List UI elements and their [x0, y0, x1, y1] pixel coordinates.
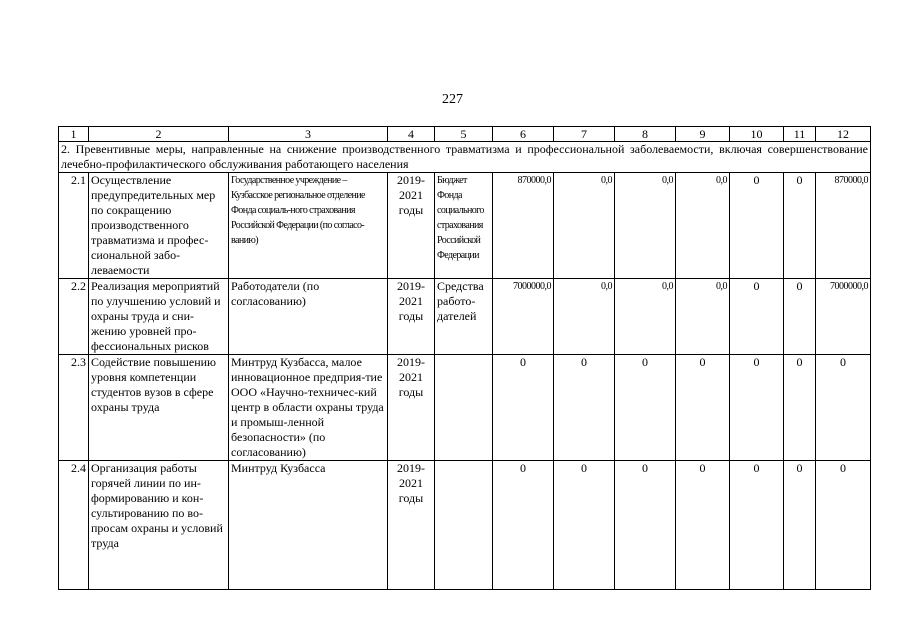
total-cell: 0 — [493, 461, 554, 590]
row-number: 2.3 — [59, 355, 89, 461]
column-number: 11 — [784, 127, 816, 142]
column-number: 3 — [229, 127, 388, 142]
executor-cell: Государственное учреждение – Кузбасское региональное отделение Фонда социаль-ного страхования Российской Федерации (по согласо-ванию) — [229, 173, 388, 279]
year-2019-cell: 0 — [554, 355, 615, 461]
year-2020-cell: 0,0 — [615, 173, 676, 279]
source-cell — [435, 461, 493, 590]
column-number: 4 — [388, 127, 435, 142]
period-cell: 2019-2021 годы — [388, 279, 435, 355]
column-12-cell: 870000,0 — [816, 173, 871, 279]
column-11-cell: 0 — [784, 355, 816, 461]
executor-cell: Минтруд Кузбасса — [229, 461, 388, 590]
period-cell: 2019-2021 годы — [388, 461, 435, 590]
column-11-cell: 0 — [784, 461, 816, 590]
source-cell — [435, 355, 493, 461]
total-cell: 0 — [493, 355, 554, 461]
column-11-cell: 0 — [784, 173, 816, 279]
column-number: 7 — [554, 127, 615, 142]
year-2020-cell: 0,0 — [615, 279, 676, 355]
total-cell: 7000000,0 — [493, 279, 554, 355]
column-11-cell: 0 — [784, 279, 816, 355]
year-2019-cell: 0,0 — [554, 173, 615, 279]
year-2020-cell: 0 — [615, 355, 676, 461]
section-row — [59, 142, 871, 173]
executor-cell: Работодатели (по согласованию) — [229, 279, 388, 355]
column-number: 5 — [435, 127, 493, 142]
column-number: 10 — [730, 127, 784, 142]
column-10-cell: 0 — [730, 279, 784, 355]
table-row — [59, 461, 871, 590]
program-table — [58, 126, 871, 590]
year-2019-cell: 0 — [554, 461, 615, 590]
column-number-row — [59, 127, 871, 142]
year-2020-cell: 0 — [615, 461, 676, 590]
year-2019-cell: 0,0 — [554, 279, 615, 355]
column-12-cell: 0 — [816, 461, 871, 590]
table-row — [59, 173, 871, 279]
total-cell: 870000,0 — [493, 173, 554, 279]
period-cell: 2019-2021 годы — [388, 173, 435, 279]
year-2021-cell: 0 — [676, 461, 730, 590]
source-cell: Бюджет Фонда социального страхования Российской Федерации — [435, 173, 493, 279]
row-number: 2.1 — [59, 173, 89, 279]
activity-cell: Реализация мероприятий по улучшению условий и охраны труда и сни-жению уровней про-фессиональных рисков — [89, 279, 229, 355]
year-2021-cell: 0,0 — [676, 279, 730, 355]
period-cell: 2019-2021 годы — [388, 355, 435, 461]
section-title: 2. Превентивные меры, направленные на снижение производственного травматизма и профессиональной заболеваемости, включая совершенствование лечебно-профилактического обслуживания работающего населения — [59, 142, 871, 173]
column-10-cell: 0 — [730, 355, 784, 461]
activity-cell: Осуществление предупредительных мер по сокращению производственного травматизма и профес-сиональной забо-леваемости — [89, 173, 229, 279]
column-number: 9 — [676, 127, 730, 142]
year-2021-cell: 0 — [676, 355, 730, 461]
table-row — [59, 355, 871, 461]
column-number: 1 — [59, 127, 89, 142]
column-number: 8 — [615, 127, 676, 142]
column-12-cell: 7000000,0 — [816, 279, 871, 355]
column-number: 2 — [89, 127, 229, 142]
activity-cell: Организация работы горячей линии по ин-формированию и кон-сультированию по во-просам охраны и условий труда — [89, 461, 229, 590]
column-10-cell: 0 — [730, 173, 784, 279]
column-12-cell: 0 — [816, 355, 871, 461]
executor-cell: Минтруд Кузбасса, малое инновационное предприя-тие ООО «Научно-техничес-кий центр в области охраны труда и промыш-ленной безопасности» (по согласованию) — [229, 355, 388, 461]
column-number: 6 — [493, 127, 554, 142]
row-number: 2.4 — [59, 461, 89, 590]
row-number: 2.2 — [59, 279, 89, 355]
activity-cell: Содействие повышению уровня компетенции студентов вузов в сфере охраны труда — [89, 355, 229, 461]
column-10-cell: 0 — [730, 461, 784, 590]
page-number: 227 — [442, 92, 463, 107]
year-2021-cell: 0,0 — [676, 173, 730, 279]
column-number: 12 — [816, 127, 871, 142]
source-cell: Средства работо-дателей — [435, 279, 493, 355]
table-row — [59, 279, 871, 355]
